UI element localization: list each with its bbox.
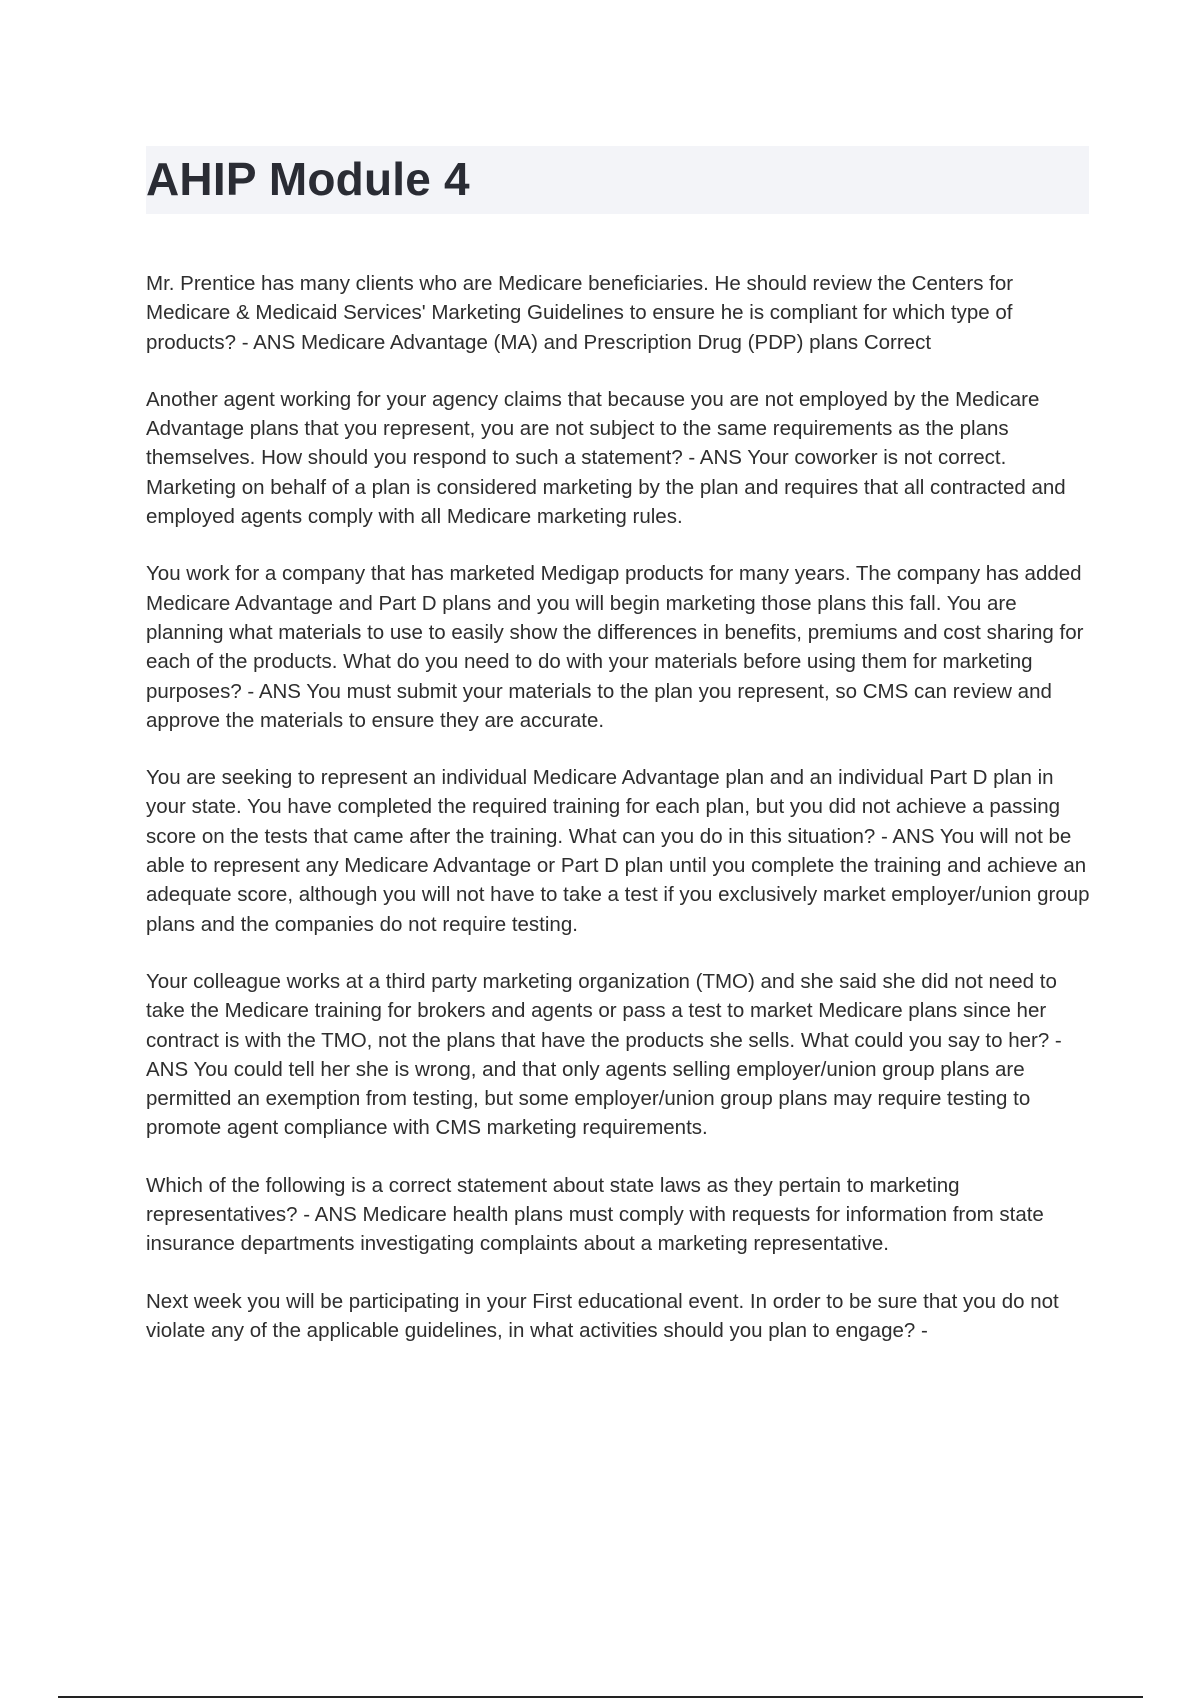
qa-entry-7: Next week you will be participating in your First educational event. In order to be sure that you do not violate any of the applicable guidelines, in what activities should you plan to engage? -: [146, 1289, 1059, 1342]
page-title: AHIP Module 4: [146, 153, 470, 205]
qa-list: [146, 269, 1091, 1373]
qa-entry-1: Mr. Prentice has many clients who are Medicare beneficiaries. He should review the Centers for Medicare & Medicaid Services' Marketing Guidelines to ensure he is compliant for which type of products? - ANS Medicare Advantage (MA) and Prescription Drug (PDP) plans Correct: [146, 272, 1014, 354]
page-divider: [58, 1696, 1143, 1698]
qa-entry-2: Another agent working for your agency claims that because you are not employed by the Medicare Advantage plans that you represent, you are not subject to the same requirements as the plans themselves. How should you respond to such a statement? - ANS Your coworker is not correct. Marketing on behalf of a plan is considered marketing by the plan and requires that all contracted and employed agents comply with all Medicare marketing rules.: [146, 387, 1066, 529]
qa-entry-3: You work for a company that has marketed Medigap products for many years. The company has added Medicare Advantage and Part D plans and you will begin marketing those plans this fall. You are planning what materials to use to easily show the differences in benefits, premiums and cost sharing for each of the products. What do you need to do with your materials before using them for marketing purposes? - ANS You must submit your materials to the plan you represent, so CMS can review and approve the materials to ensure they are accurate.: [146, 562, 1084, 732]
qa-entry-4: You are seeking to represent an individual Medicare Advantage plan and an individual Part D plan in your state. You have completed the required training for each plan, but you did not achieve a passing score on the tests that came after the training. What can you do in this situation? - ANS You will not be able to represent any Medicare Advantage or Part D plan until you complete the training and achieve an adequate score, although you will not have to take a test if you exclusively market employer/union group plans and the companies do not require testing.: [146, 766, 1090, 936]
qa-entry-6: Which of the following is a correct statement about state laws as they pertain to marketing representatives? - ANS Medicare health plans must comply with requests for information from state insurance departments investigating complaints about a marketing representative.: [146, 1173, 1044, 1256]
title-banner: [146, 146, 1089, 214]
qa-entry-5: Your colleague works at a third party marketing organization (TMO) and she said she did not need to take the Medicare training for brokers and agents or pass a test to market Medicare plans since her contract is with the TMO, not the plans that have the products she sells. What could you say to her? - ANS You could tell her she is wrong, and that only agents selling employer/union group plans are permitted an exemption from testing, but some employer/union group plans may require testing to promote agent compliance with CMS marketing requirements.: [146, 969, 1062, 1140]
